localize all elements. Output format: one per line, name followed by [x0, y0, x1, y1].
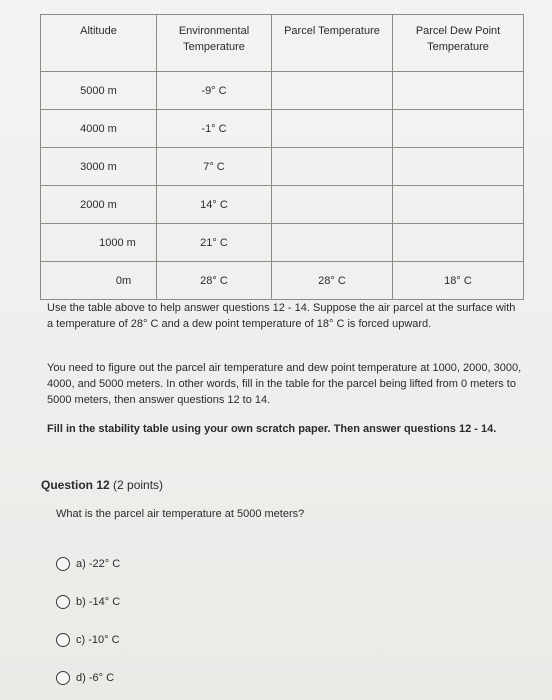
instructions-paragraph-2: You need to figure out the parcel air temperature and dew point temperature at 1000, 2000, 3000, 4000, and 5000 meters. In other words, fill in the table for the parcel being lifted from 0 meters to 5000 meters, then answer questions 12 to 14.: [47, 362, 522, 406]
header-altitude: Altitude: [41, 15, 157, 72]
radio-button[interactable]: [56, 633, 70, 647]
option-label: b) -14° C: [76, 596, 121, 608]
altitude-cell: 3000 m: [41, 148, 157, 186]
instructions-paragraph-3: Fill in the stability table using your own scratch paper. Then answer questions 12 - 14.: [47, 423, 497, 435]
env-temp-cell: -1° C: [157, 110, 272, 148]
env-temp-cell: 21° C: [157, 224, 272, 262]
table-row: [41, 262, 524, 300]
header-env-line1: Environmental: [178, 25, 250, 37]
answer-option-d[interactable]: [56, 671, 114, 685]
radio-button[interactable]: [56, 671, 70, 685]
table-row: [41, 72, 524, 110]
stability-table: [40, 14, 524, 300]
altitude-cell: 4000 m: [41, 110, 157, 148]
header-dew-line2: Temperature: [427, 41, 489, 53]
parcel-temp-cell: [272, 224, 393, 262]
parcel-temp-cell: [272, 110, 393, 148]
altitude-cell: 1000 m: [41, 224, 157, 262]
parcel-temp-cell: [272, 186, 393, 224]
dew-point-cell: [393, 110, 524, 148]
option-label: d) -6° C: [76, 672, 115, 684]
dew-point-cell: [393, 148, 524, 186]
radio-button[interactable]: [56, 557, 70, 571]
option-label: a) -22° C: [76, 558, 121, 570]
radio-button[interactable]: [56, 595, 70, 609]
dew-point-cell: 18° C: [393, 262, 524, 300]
header-environmental-temperature: [157, 15, 272, 72]
table-row: [41, 148, 524, 186]
table-row: [41, 224, 524, 262]
table-row: [41, 110, 524, 148]
env-temp-cell: 14° C: [157, 186, 272, 224]
header-parcel-temperature: Parcel Temperature: [272, 15, 393, 72]
answer-option-a[interactable]: [56, 557, 120, 571]
answer-option-b[interactable]: [56, 595, 120, 609]
dew-point-cell: [393, 72, 524, 110]
table-row: [41, 186, 524, 224]
table-header-row: [41, 15, 524, 72]
altitude-cell: 0m: [41, 262, 157, 300]
question-text: What is the parcel air temperature at 5000 meters?: [56, 508, 305, 520]
instructions-paragraph-1: Use the table above to help answer questions 12 - 14. Suppose the air parcel at the surface with a temperature of 28° C and a dew point temperature of 18° C is forced upward.: [47, 302, 516, 330]
header-dew-line1: Parcel Dew Point: [415, 25, 501, 37]
env-temp-cell: 7° C: [157, 148, 272, 186]
parcel-temp-cell: 28° C: [272, 262, 393, 300]
question-points: (2 points): [113, 478, 164, 492]
env-temp-cell: 28° C: [157, 262, 272, 300]
dew-point-cell: [393, 224, 524, 262]
header-env-line2: Temperature: [183, 41, 245, 53]
question-heading: [41, 478, 163, 492]
answer-option-c[interactable]: [56, 633, 120, 647]
header-parcel-dew-point: [393, 15, 524, 72]
dew-point-cell: [393, 186, 524, 224]
env-temp-cell: -9° C: [157, 72, 272, 110]
parcel-temp-cell: [272, 72, 393, 110]
altitude-cell: 5000 m: [41, 72, 157, 110]
option-label: c) -10° C: [76, 634, 120, 646]
question-title: Question 12: [41, 478, 110, 492]
altitude-cell: 2000 m: [41, 186, 157, 224]
parcel-temp-cell: [272, 148, 393, 186]
